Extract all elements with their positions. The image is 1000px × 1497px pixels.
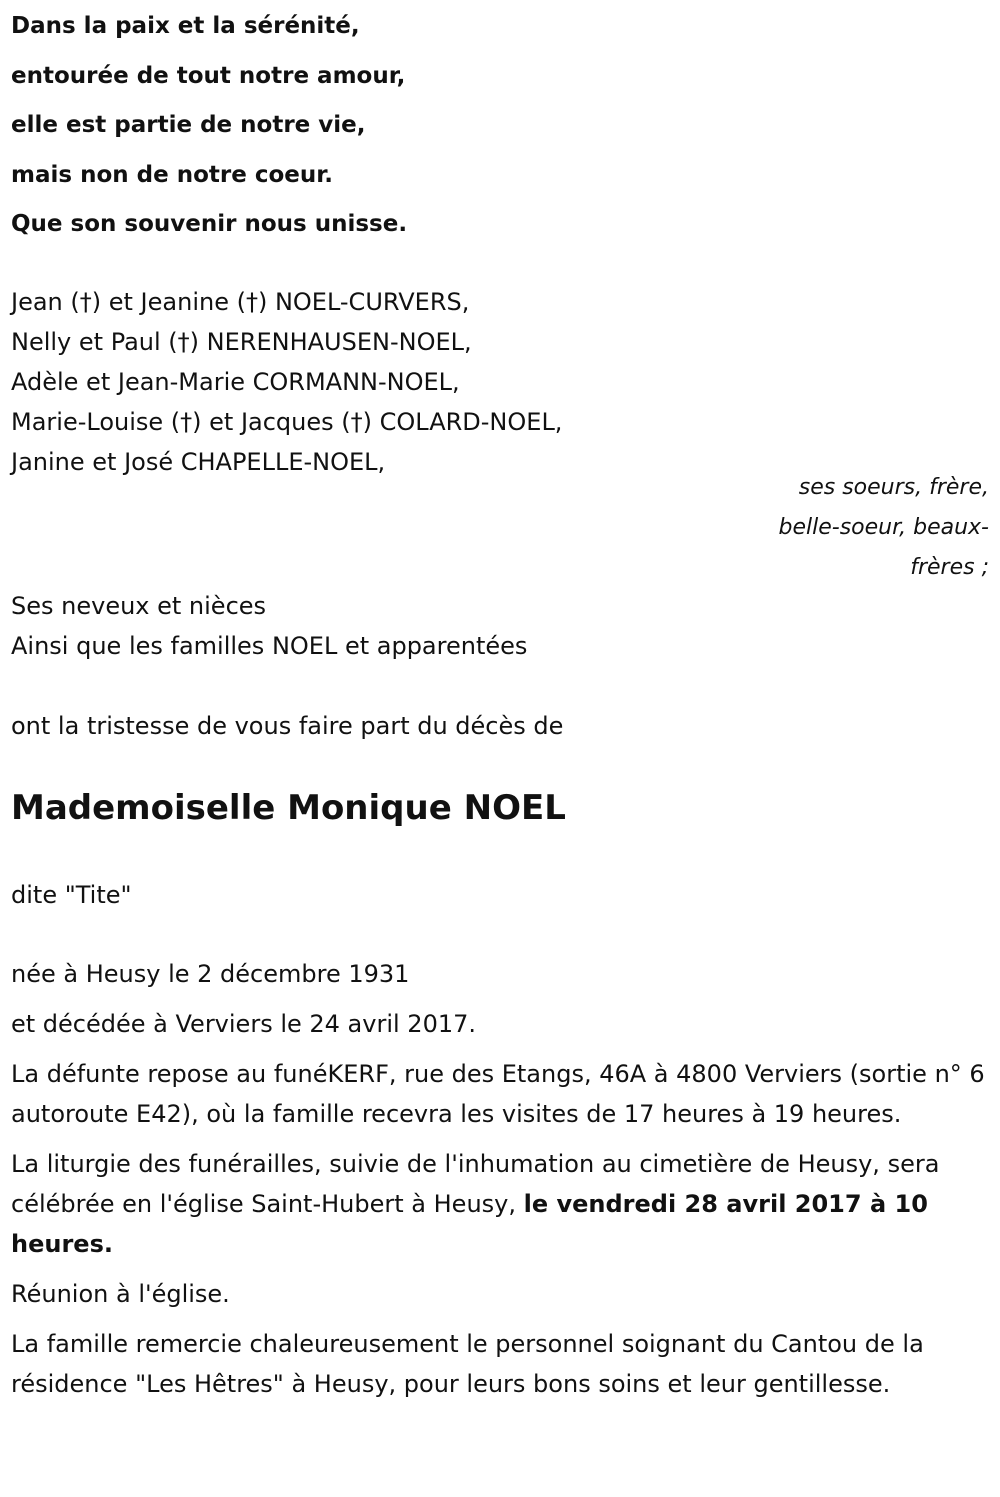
announcement-intro: ont la tristesse de vous faire part du décès de (11, 712, 564, 740)
liturgy-date: le vendredi 28 avril 2017 à 10 heures. (11, 1190, 928, 1258)
death-info: et décédée à Verviers le 24 avril 2017. (11, 1010, 476, 1038)
poem (11, 6, 407, 254)
extended-family (11, 586, 527, 666)
obituary-details (11, 954, 991, 1414)
liturgy-text: La liturgie des funérailles, suivie de l'inhumation au cimetière de Heusy, sera célébrée en l'église Saint-Hubert à Heusy, (11, 1150, 940, 1218)
poem-line: entourée de tout notre amour, (11, 62, 406, 89)
family-member: Adèle et Jean-Marie CORMANN-NOEL, (11, 368, 460, 396)
extended-family-line: Ainsi que les familles NOEL et apparentées (11, 632, 528, 660)
deceased-nickname: dite "Tite" (11, 881, 132, 909)
extended-family-line: Ses neveux et nièces (11, 592, 267, 620)
poem-line: Que son souvenir nous unisse. (11, 211, 408, 237)
poem-line: mais non de notre coeur. (11, 161, 334, 188)
family-member: Nelly et Paul (†) NERENHAUSEN-NOEL, (11, 328, 472, 356)
family-member: Marie-Louise (†) et Jacques (†) COLARD-NOEL, (11, 408, 563, 436)
meeting-info: Réunion à l'église. (11, 1280, 230, 1308)
thanks-info: La famille remercie chaleureusement le personnel soignant du Cantou de la résidence "Les Hêtres" à Heusy, pour leurs bons soins et leur gentillesse. (11, 1330, 924, 1398)
family-list (11, 282, 562, 482)
poem-line: elle est partie de notre vie, (11, 112, 366, 138)
family-member: Jean (†) et Jeanine (†) NOEL-CURVERS, (11, 288, 470, 316)
poem-line: Dans la paix et la sérénité, (11, 13, 360, 39)
birth-info: née à Heusy le 2 décembre 1931 (11, 960, 410, 988)
family-relation: ses soeurs, frère, belle-soeur, beaux-frères ; (778, 475, 989, 580)
liturgy-info (11, 1144, 991, 1264)
viewing-info: La défunte repose au funéKERF, rue des Etangs, 46A à 4800 Verviers (sortie n° 6 autoroute E42), où la famille recevra les visites de 17 heures à 19 heures. (11, 1060, 985, 1128)
family-member: Janine et José CHAPELLE-NOEL, (11, 448, 386, 476)
deceased-name: Mademoiselle Monique NOEL (11, 788, 566, 828)
